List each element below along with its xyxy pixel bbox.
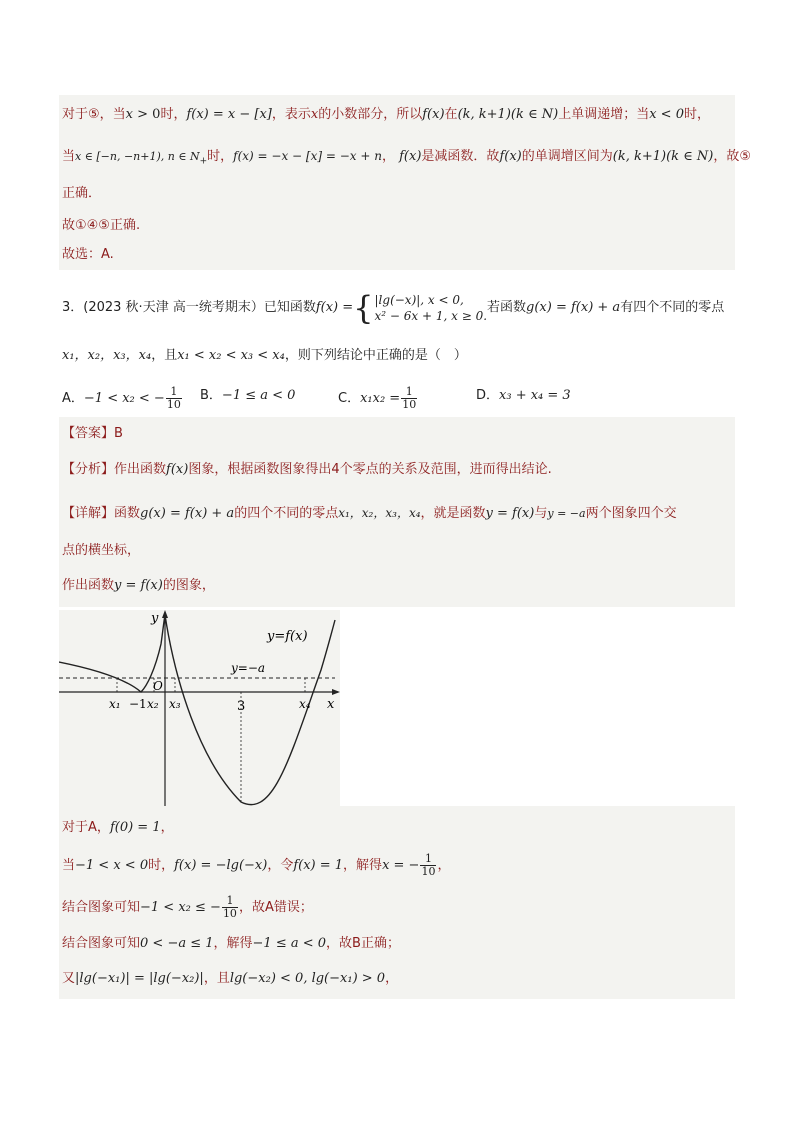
text: ， — [385, 971, 399, 986]
math-x: x — [125, 107, 133, 122]
text: 个零点的关系及范围，进而得出结论. — [339, 462, 552, 477]
math: > 0 — [133, 107, 161, 122]
text: ，故⑤ — [713, 149, 752, 164]
text: 时， — [160, 107, 187, 122]
graph-svg — [59, 610, 340, 806]
math: −1 < x < 0 — [75, 858, 149, 873]
x3-label: x₃ — [169, 697, 181, 711]
numerator: 1 — [401, 386, 417, 399]
text: ，故 — [326, 936, 353, 951]
curve-label: y=f(x) — [267, 629, 308, 644]
y-label: y — [151, 611, 159, 626]
text: B — [352, 936, 361, 951]
text: 的四个不同的零点 — [234, 506, 339, 521]
number: 4 — [331, 462, 340, 477]
option-label: C． — [338, 391, 361, 406]
math-yfx: y = f(x) — [485, 506, 535, 521]
brace-glyph: { — [353, 288, 374, 327]
para-4: 故①④⑤正确. — [62, 218, 141, 233]
case-2: x² − 6x + 1, x ≥ 0. — [374, 308, 488, 323]
text: ，则下列结论中正确的是（ ） — [284, 348, 467, 363]
answer-line — [62, 424, 123, 444]
math-yfx: y = f(x) — [114, 578, 163, 593]
option-b[interactable] — [200, 386, 295, 406]
for-a-line — [62, 818, 174, 838]
text: 与 — [534, 506, 548, 521]
when-line — [62, 852, 450, 880]
math-fx: f(x) — [399, 149, 422, 164]
function-graph — [59, 610, 340, 806]
math: f(x) = 1 — [293, 858, 344, 873]
text: 的单调增区间为 — [521, 149, 613, 164]
x2-label: x₂ — [147, 697, 159, 711]
x-axis-arrow — [332, 689, 340, 695]
text: ，故 — [238, 900, 265, 915]
para-5: 故选：A. — [62, 247, 114, 262]
text: 两个图象四个交 — [585, 506, 677, 521]
text: 在 — [444, 107, 458, 122]
numerator: 1 — [222, 895, 238, 908]
para-3: 正确． — [62, 186, 102, 201]
numerator: 1 — [166, 386, 182, 399]
fraction — [420, 853, 436, 878]
numerator: 1 — [420, 853, 436, 866]
math-line: y = −a — [547, 507, 586, 520]
answer-value: B — [114, 426, 123, 441]
text: 对于 — [62, 820, 89, 835]
text: 正确； — [360, 936, 400, 951]
math: −1 ≤ a < 0 — [252, 936, 327, 951]
text: 若函数 — [487, 300, 527, 315]
math: x = − — [382, 858, 420, 873]
math-set: x ∈ [−n, −n+1), n ∈ N — [75, 150, 200, 163]
line-label: y=−a — [231, 661, 266, 675]
question-3-stem-2 — [62, 346, 467, 366]
math-fx: f(x) = — [315, 300, 354, 315]
math-sub: + — [199, 156, 208, 167]
text: 上单调递增；当 — [558, 107, 650, 122]
para-2 — [62, 146, 751, 172]
text: 当 — [62, 858, 76, 873]
x-label: x — [327, 697, 335, 712]
text: 函数 — [114, 506, 141, 521]
text: 时， — [148, 858, 175, 873]
text: 当 — [62, 149, 76, 164]
fraction — [401, 386, 417, 411]
denominator: 10 — [421, 865, 436, 878]
origin-label: O — [153, 679, 163, 693]
math-order: x₁ < x₂ < x₃ < x₄ — [177, 348, 285, 363]
text: ，且 — [203, 971, 230, 986]
text: 又 — [62, 971, 76, 986]
option-d[interactable] — [476, 386, 571, 406]
math-interval: (k, k+1)(k ∈ N) — [457, 107, 559, 122]
math-interval: (k, k+1)(k ∈ N) — [612, 149, 714, 164]
also-line — [62, 969, 398, 989]
text: 时， — [207, 149, 234, 164]
math: x < 0 — [649, 107, 684, 122]
detail-tag: 【详解】 — [62, 506, 115, 521]
question-3-stem — [62, 290, 724, 326]
text: A — [88, 820, 97, 835]
math: lg(−x₂) < 0, lg(−x₁) > 0 — [229, 971, 386, 986]
text: ， — [160, 820, 174, 835]
math-gx: g(x) = f(x) + a — [140, 506, 235, 521]
math-fx: f(x) — [499, 149, 522, 164]
math-fx: f(x) — [166, 462, 189, 477]
text: ，令 — [267, 858, 294, 873]
math-fx: f(x) = −x − [x] = −x + n — [233, 149, 382, 163]
option-label: D． — [476, 388, 500, 403]
analysis-tag: 【分析】 — [62, 462, 115, 477]
option-math: x₃ + x₄ = 3 — [499, 388, 571, 403]
combine-line-1 — [62, 894, 313, 922]
option-math: −1 < x₂ < − — [83, 391, 165, 406]
text: ， — [96, 820, 110, 835]
text: 的小数部分，所以 — [318, 107, 423, 122]
piecewise-cases — [375, 292, 488, 324]
analysis-line — [62, 460, 552, 480]
math-gx: g(x) = f(x) + a — [526, 300, 621, 315]
denominator: 10 — [402, 398, 417, 411]
text: ，解得 — [213, 936, 253, 951]
text: A — [264, 900, 274, 915]
x4-label: x₄ — [299, 697, 311, 711]
text: 错误； — [273, 900, 313, 915]
detail-line — [62, 503, 677, 524]
option-math: −1 ≤ a < 0 — [221, 388, 296, 403]
x1-label: x₁ — [109, 697, 121, 711]
draw-line — [62, 576, 215, 596]
option-c[interactable] — [338, 386, 418, 411]
text: 有四个不同的零点 — [620, 300, 725, 315]
math-fx: f(x) — [422, 107, 445, 122]
math-fx: f(x) = x − [x] — [186, 107, 272, 122]
text: 结合图象可知 — [62, 936, 141, 951]
text: 图象，根据函数图象得出 — [188, 462, 332, 477]
text: ，表示 — [271, 107, 311, 122]
text: 作出函数 — [114, 462, 167, 477]
text: 的图象， — [162, 578, 215, 593]
math: |lg(−x₁)| = |lg(−x₂)| — [75, 971, 204, 986]
option-a[interactable] — [62, 386, 183, 411]
math-zeros: x₁，x₂，x₃，x₄ — [62, 348, 152, 363]
option-label: B． — [200, 388, 222, 403]
fraction — [222, 895, 238, 920]
denominator: 10 — [222, 907, 237, 920]
fraction — [166, 386, 182, 411]
text: ， — [437, 858, 451, 873]
curve-left-branch — [59, 615, 165, 692]
tick-3-label: 3 — [237, 699, 246, 714]
text: 是减函数．故 — [421, 149, 500, 164]
text: 作出函数 — [62, 578, 115, 593]
math: −1 < x₂ ≤ − — [140, 900, 221, 915]
text: 3．(2023 秋·天津 高一统考期末）已知函数 — [62, 300, 316, 315]
text: ，解得 — [343, 858, 383, 873]
math: 0 < −a ≤ 1 — [140, 936, 214, 951]
denominator: 10 — [166, 398, 181, 411]
minus-one-label: −1 — [129, 697, 147, 711]
math-zeros: x₁，x₂，x₃，x₄ — [338, 506, 421, 520]
text: 结合图象可知 — [62, 900, 141, 915]
option-math: x₁x₂ = — [360, 391, 401, 406]
text: 对于⑤，当 — [62, 107, 126, 122]
text: ，且 — [151, 348, 178, 363]
math: f(x) = −lg(−x) — [174, 858, 268, 873]
combine-line-2 — [62, 934, 400, 954]
math: f(0) = 1 — [109, 820, 161, 835]
text: 时， — [683, 107, 710, 122]
option-label: A． — [62, 391, 84, 406]
detail-line-2: 点的横坐标， — [62, 543, 141, 558]
math-x: x — [310, 107, 319, 122]
para-1 — [62, 105, 710, 125]
answer-tag: 【答案】 — [62, 426, 115, 441]
case-1: |lg(−x)|, x < 0, — [374, 292, 464, 307]
text: ，就是函数 — [420, 506, 486, 521]
text: ， — [381, 149, 395, 164]
